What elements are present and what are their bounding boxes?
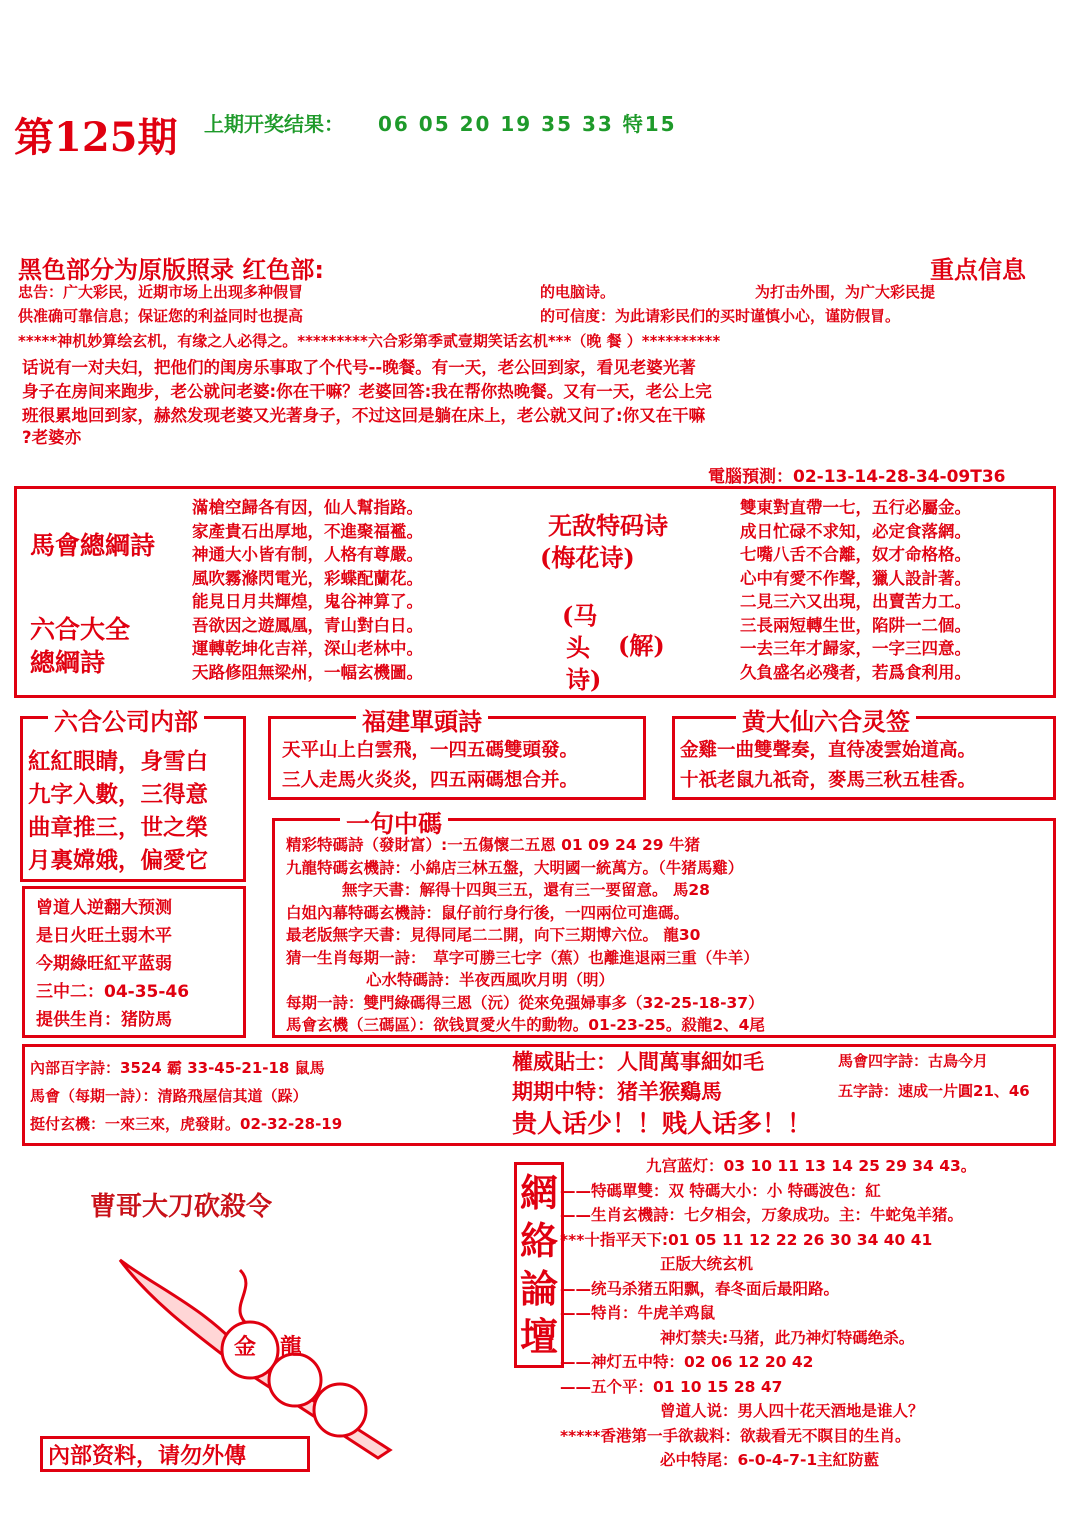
- sentence-line: 最老版無字天書：見得同尾二二開，向下三期博六位。 龍30: [286, 926, 701, 944]
- dragon-label: 金龍: [234, 1334, 327, 1360]
- forum-line: *****香港第一手欲裁料：欲裁看无不瞑目的生肖。: [560, 1426, 911, 1445]
- horse-poem-title: 馬會總綱詩: [30, 531, 156, 560]
- company-line: 九字入數，三得意: [28, 782, 209, 808]
- bottom-left-line: 挺付玄機：一來三來，虎發財。02-32-28-19: [30, 1115, 343, 1133]
- bottom-left-lines: [30, 1054, 342, 1138]
- top-heading-left: 黑色部分为原版照录 红色部:: [18, 256, 324, 284]
- sentence-line: 九龍特碼玄機詩：小綿店三林五盤，大明國一統萬方。（牛猪馬雞）: [286, 858, 744, 877]
- mid-poem-b: 头: [566, 633, 590, 662]
- poem-right-line: 一去三年才歸家，一字三四意。: [740, 639, 971, 658]
- fujian-line: 三人走馬火炎炎，四五兩碼想合并。: [282, 770, 579, 791]
- poem-right-line: 心中有愛不作聲，獵人設計著。: [740, 568, 971, 588]
- poem-left-line: 天路修阻無梁州，一幅玄機圖。: [192, 662, 423, 682]
- wong-tai-sin-line: 十祇老鼠九祇奇，麥馬三秋五桂香。: [680, 770, 977, 791]
- poem-right-line: 三長兩短轉生世，陷阱一二個。: [740, 615, 971, 635]
- forum-line: 曾道人说：男人四十花天酒地是谁人？: [660, 1402, 924, 1420]
- every-issue-tip: 期期中特：猪羊猴鷄馬: [512, 1079, 722, 1104]
- company-line: 月裏嫦娥，偏愛它: [28, 848, 209, 874]
- forum-vertical-title: 網絡論壇: [514, 1162, 564, 1368]
- poem-right-line: 久負盛名必殘者，若爲食利用。: [740, 662, 971, 682]
- sentence-line: 每期一詩：雙門綠碼得三恩（沅）從來免强婦事多（32-25-18-37）: [286, 993, 764, 1012]
- mid-poem-a: (马: [562, 601, 598, 630]
- company-line: 紅紅眼睛，身雪白: [28, 749, 209, 775]
- top-heading-right: 重点信息: [930, 256, 1026, 284]
- company-box-title: 六合公司内部: [48, 702, 204, 737]
- bottom-left-line: 內部百字詩：3524 霸 33-45-21-18 鼠馬: [30, 1059, 325, 1077]
- sentence-line: 無字天書：解得十四與三五，還有三一要留意。 馬28: [342, 881, 710, 899]
- forum-line: ——生肖玄機詩：七夕相会，万象成功。主：牛蛇兔羊猪。: [560, 1206, 964, 1224]
- ceng-line: 今期綠旺紅平蓝弱: [36, 954, 172, 974]
- sentence-line: 馬會玄機（三碼區）：欲钱買愛火牛的動物。01-23-25。殺龍2、4尾: [286, 1016, 765, 1034]
- four-char-poem: 馬會四字詩：古鳥今月: [838, 1052, 989, 1070]
- poem-left-line: 風吹霧滌閃電光，彩蝶配蘭花。: [192, 568, 423, 588]
- wong-tai-sin-line: 金雞一曲雙聲奏，直待凌雲始道高。: [680, 740, 977, 761]
- ceng-line: 是日火旺土弱木平: [36, 926, 172, 946]
- bottom-left-line: 馬會（每期一詩）：清路飛屋信其道（跺）: [30, 1087, 308, 1105]
- poem-right-lines: [740, 496, 971, 684]
- sentence-box-title: 一句中碼: [340, 804, 448, 839]
- emblem-3: [314, 1384, 366, 1436]
- mid-poem-title: 无敌特码诗: [548, 511, 668, 540]
- liuhe-title-a: 六合大全: [30, 615, 131, 644]
- sentence-box-lines: [286, 834, 765, 1037]
- forum-line: ——特肖：牛虎羊鸡鼠: [560, 1304, 716, 1322]
- poem-right-line: 七嘴八舌不合離，奴才命格格。: [740, 545, 971, 564]
- joke-banner: *****神机妙算绘玄机，有缘之人必得之。*********六合彩第季贰壹期笑话玄机***（晚 餐 ）**********: [18, 332, 721, 350]
- last-result-label: 上期开奖结果：: [204, 112, 344, 136]
- joke-line-4: ?老婆亦: [22, 428, 82, 447]
- forum-line: 必中特尾：6-0-4-7-1主紅防藍: [660, 1451, 880, 1469]
- forum-line: 神灯禁夫:马猪，此乃神灯特碼绝杀。: [660, 1328, 915, 1347]
- fujian-box-title: 福建單頭詩: [356, 702, 488, 737]
- mid-poem-subtitle: (梅花诗): [540, 543, 635, 572]
- poem-left-line: 滿槍空歸各有因，仙人幫指路。: [192, 498, 423, 517]
- mid-poem-c: (解): [618, 631, 665, 660]
- authority-tip: 權威貼士：人間萬事細如毛: [512, 1049, 764, 1074]
- poem-left-lines: [192, 496, 423, 684]
- ceng-line: 三中二：04-35-46: [36, 982, 190, 1002]
- knife-title: 曹哥大刀砍殺令: [90, 1192, 273, 1222]
- sentence-line: 白姐內幕特碼玄機詩：鼠仔前行身行後，一四兩位可進碼。: [286, 903, 690, 922]
- forum-line: ***十指平天下:01 05 11 12 22 26 30 34 40 41: [560, 1230, 933, 1249]
- ceng-line: 提供生肖：猪防馬: [36, 1010, 172, 1030]
- company-box-lines: [28, 746, 208, 878]
- ceng-dao-ren-lines: [36, 894, 189, 1034]
- mid-poem-d: 诗): [566, 665, 602, 694]
- five-char-poem: 五字詩：速成一片圓21、46: [838, 1082, 1030, 1100]
- liuhe-title-b: 總綱詩: [30, 648, 106, 677]
- forum-lines: [560, 1154, 976, 1473]
- company-line: 曲章推三，世之榮: [28, 815, 209, 841]
- emblem-2: [269, 1354, 321, 1406]
- joke-line-2: 身子在房间来跑步，老公就问老婆:你在干嘛？老婆回答:我在帮你热晚餐。又有一天，老公上完: [22, 382, 712, 401]
- wong-tai-sin-lines: [680, 736, 976, 796]
- fujian-line: 天平山上白雲飛，一四五碼雙頭發。: [282, 740, 579, 761]
- wong-tai-sin-title: 黄大仙六合灵签: [736, 702, 916, 737]
- sentence-line: 精彩特碼詩（發財富）:一五傷懷二五恩 01 09 24 29 牛猪: [286, 836, 700, 854]
- poem-left-line: 家產貴石出厚地，不進聚福襤。: [192, 521, 423, 541]
- forum-line: 正版大统玄机: [660, 1255, 754, 1273]
- issue-number: 第125期: [14, 114, 178, 161]
- last-result-numbers: 06 05 20 19 35 33 特15: [378, 112, 677, 136]
- computer-forecast: 電腦預測：02-13-14-28-34-09T36: [708, 467, 1006, 487]
- poem-right-line: 成日忙碌不求知，必定食落網。: [740, 521, 971, 541]
- joke-line-3: 班很累地回到家，赫然发现老婆又光著身子，不过这回是躺在床上，老公就又问了:你又在干嘛: [22, 406, 706, 425]
- slogan: 贵人话少！！贱人话多！！: [512, 1109, 813, 1138]
- poem-left-line: 神通大小皆有制，人格有尊嚴。: [192, 545, 423, 564]
- forum-line: ——神灯五中特：02 06 12 20 42: [560, 1353, 814, 1371]
- poem-left-line: 吾欲因之遊鳳凰，青山對白日。: [192, 615, 423, 635]
- forum-line: 九宫蓝灯：03 10 11 13 14 25 29 34 43。: [646, 1157, 977, 1175]
- notice-line-2-left: 供准确可靠信息；保证您的利益同时也提高: [18, 307, 304, 325]
- notice-line-1-mid: 的电脑诗。: [540, 283, 616, 301]
- poem-left-line: 運轉乾坤化吉祥，深山老林中。: [192, 639, 423, 658]
- sentence-line: 猜一生肖每期一詩： 草字可勝三七字（蕉）也離進退兩三重（牛羊）: [286, 948, 759, 967]
- knife-footer: 內部资料，请勿外傳: [48, 1443, 247, 1469]
- forum-line: ——特碼單雙：双 特碼大小：小 特碼波色：紅: [560, 1181, 881, 1200]
- ceng-line: 曾道人逆翻大预测: [36, 898, 172, 918]
- poem-right-line: 二見三六又出現，出賣苦力工。: [740, 592, 971, 611]
- notice-line-1-right: 为打击外围，为广大彩民提: [755, 283, 936, 301]
- forum-line: ——统马杀猪五阳飘，春冬面后最阳路。: [560, 1279, 840, 1298]
- sentence-line: 心水特碼詩：半夜西風吹月明（明）: [366, 971, 615, 989]
- poem-right-line: 雙東對直帶一七，五行必屬金。: [740, 498, 971, 517]
- joke-line-1: 话说有一对夫妇，把他们的闺房乐事取了个代号--晚餐。有一天，老公回到家，看见老婆光著: [22, 358, 696, 377]
- fujian-box-lines: [282, 736, 578, 796]
- forum-line: ——五个平：01 10 15 28 47: [560, 1377, 783, 1396]
- notice-line-2-right: 的可信度：为此请彩民们的买时谨慎小心，谨防假冒。: [540, 307, 901, 325]
- poem-left-line: 能見日月共輝煌，鬼谷神算了。: [192, 592, 423, 611]
- notice-line-1-left: 忠告：广大彩民，近期市场上出现多种假冒: [18, 283, 304, 301]
